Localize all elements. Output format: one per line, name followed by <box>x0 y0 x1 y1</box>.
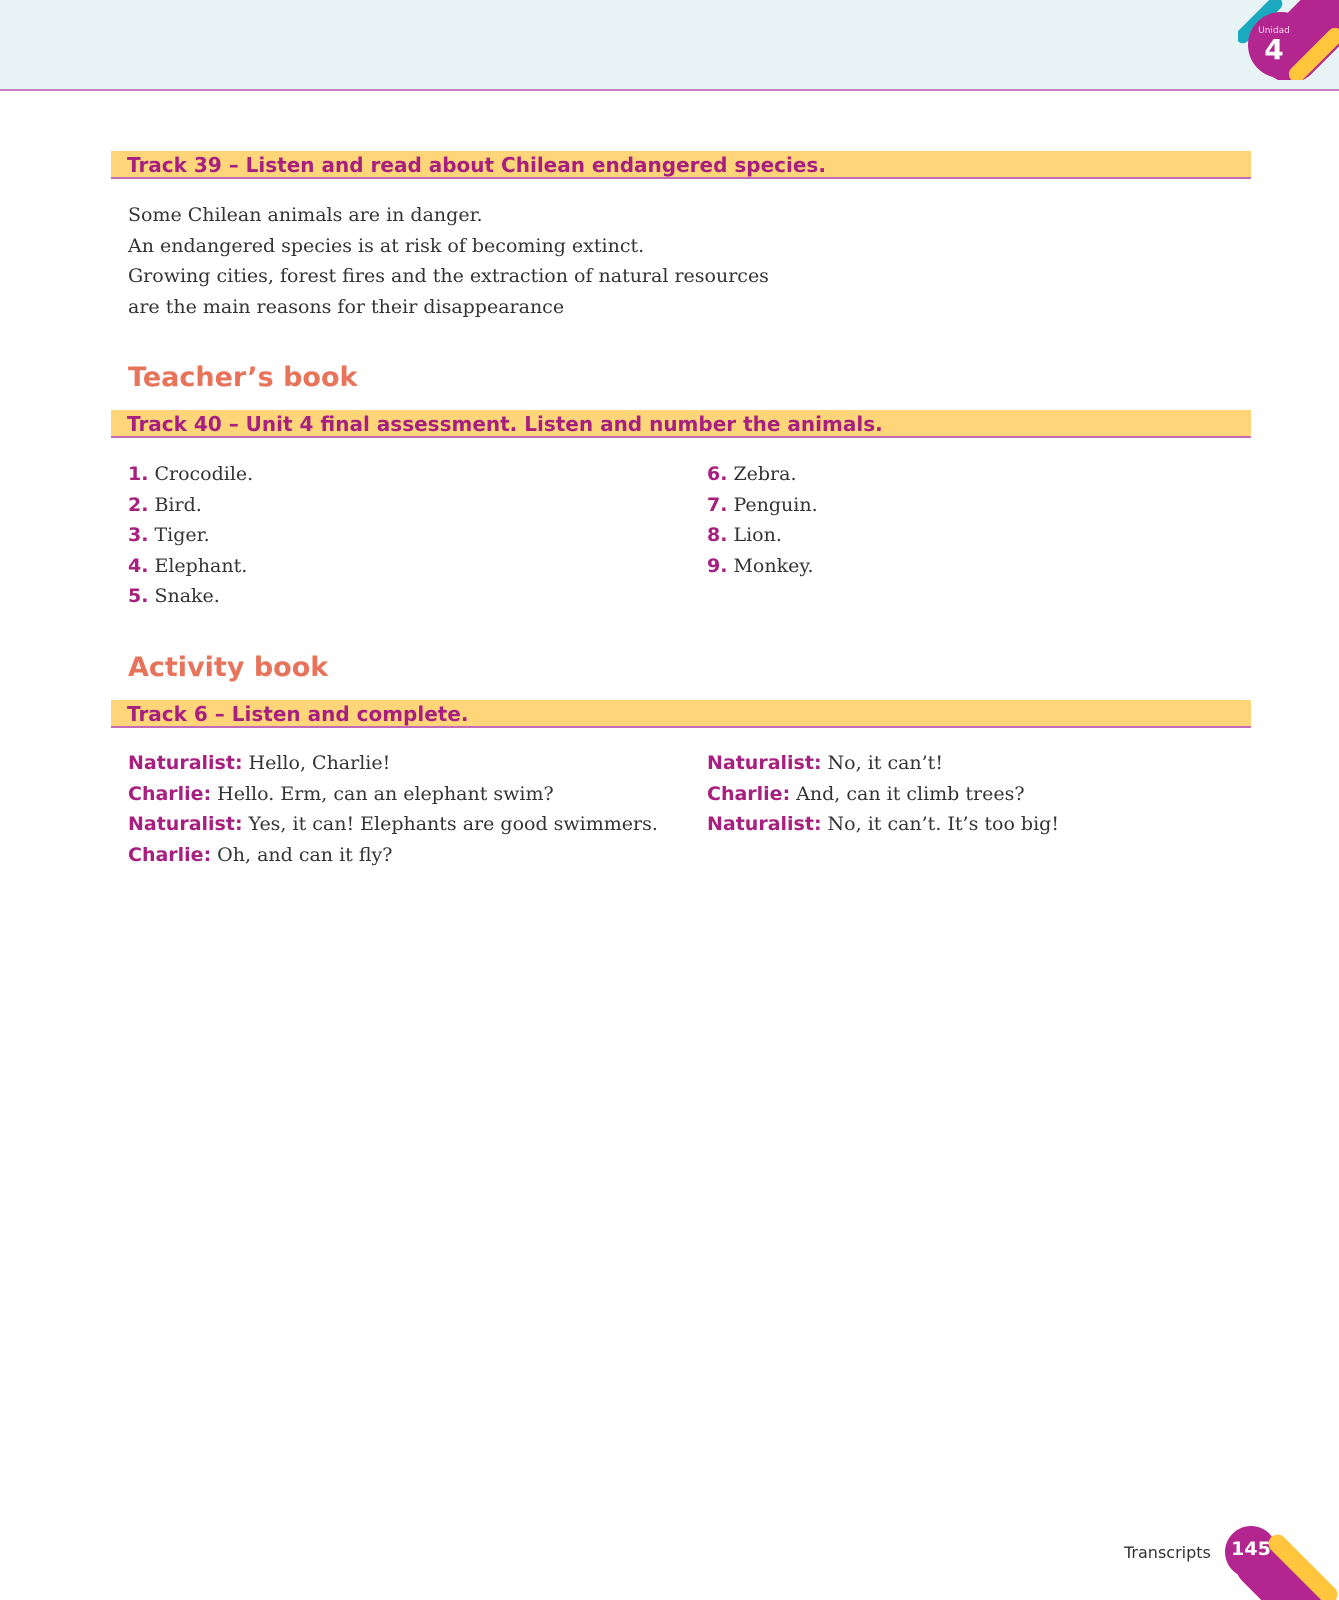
list-item <box>128 551 253 582</box>
list-item <box>128 459 253 490</box>
list-item <box>707 520 818 551</box>
page-number-badge <box>1222 1520 1339 1600</box>
dialogue-line <box>128 809 658 840</box>
track-6-title: Track 6 – Listen and complete. <box>111 700 1251 728</box>
dialogue-text: No, it can’t! <box>827 752 943 774</box>
page-number: 145 <box>1231 1538 1271 1560</box>
dialogue-line <box>128 748 658 779</box>
dialogue-text: Yes, it can! Elephants are good swimmers. <box>248 813 658 835</box>
speaker-name: Naturalist: <box>128 752 243 774</box>
dialogue-line <box>707 779 1059 810</box>
list-item <box>707 551 818 582</box>
animal-list-left <box>128 459 253 612</box>
item-number: 7. <box>707 493 728 516</box>
item-number: 4. <box>128 554 149 577</box>
item-text: Monkey. <box>733 554 814 577</box>
unit-badge <box>1238 0 1339 80</box>
item-number: 5. <box>128 585 149 607</box>
dialogue-line <box>707 809 1059 840</box>
dialogue-right <box>707 748 1059 840</box>
track-39-title: Track 39 – Listen and read about Chilean endangered species. <box>111 151 1251 179</box>
item-number: 2. <box>128 493 149 516</box>
text-line: Some Chilean animals are in danger. <box>128 204 483 226</box>
activity-book-heading: Activity book <box>128 652 329 683</box>
list-item <box>707 459 818 490</box>
track-39-text <box>128 200 769 323</box>
item-number: 9. <box>707 554 728 577</box>
unit-number: 4 <box>1264 33 1284 66</box>
item-number: 8. <box>707 524 728 546</box>
speaker-name: Naturalist: <box>707 813 822 835</box>
list-item <box>128 581 253 612</box>
dialogue-line <box>128 779 658 810</box>
text-line: are the main reasons for their disappearance <box>128 296 565 319</box>
teachers-book-heading: Teacher’s book <box>128 362 358 393</box>
dialogue-text: And, can it climb trees? <box>796 782 1025 805</box>
dialogue-text: Hello. Erm, can an elephant swim? <box>217 782 554 805</box>
animal-list-right <box>707 459 818 581</box>
dialogue-line <box>707 748 1059 779</box>
track-40-title: Track 40 – Unit 4 final assessment. Listen and number the animals. <box>111 410 1251 438</box>
list-item <box>128 520 253 551</box>
header-band <box>0 0 1339 91</box>
speaker-name: Charlie: <box>128 782 212 805</box>
item-text: Snake. <box>154 585 220 607</box>
text-line: An endangered species is at risk of becoming extinct. <box>128 234 645 257</box>
item-text: Penguin. <box>733 493 818 516</box>
speaker-name: Naturalist: <box>707 752 822 774</box>
item-text: Lion. <box>733 524 782 546</box>
item-text: Zebra. <box>733 463 797 485</box>
text-line: Growing cities, forest fires and the extraction of natural resources <box>128 265 769 288</box>
dialogue-line <box>128 840 658 871</box>
speaker-name: Charlie: <box>707 782 791 805</box>
speaker-name: Naturalist: <box>128 813 243 835</box>
footer-label: Transcripts <box>1124 1543 1211 1562</box>
item-text: Elephant. <box>154 554 248 577</box>
dialogue-text: Hello, Charlie! <box>248 752 391 774</box>
dialogue-text: No, it can’t. It’s too big! <box>827 813 1059 835</box>
list-item <box>128 490 253 521</box>
list-item <box>707 490 818 521</box>
item-text: Bird. <box>154 493 202 516</box>
item-text: Tiger. <box>154 524 210 546</box>
item-number: 1. <box>128 463 149 485</box>
unit-label: Unidad <box>1258 26 1290 36</box>
dialogue-text: Oh, and can it fly? <box>217 843 393 866</box>
item-number: 6. <box>707 463 728 485</box>
speaker-name: Charlie: <box>128 843 212 866</box>
dialogue-left <box>128 748 658 870</box>
item-text: Crocodile. <box>154 463 254 485</box>
item-number: 3. <box>128 524 149 546</box>
